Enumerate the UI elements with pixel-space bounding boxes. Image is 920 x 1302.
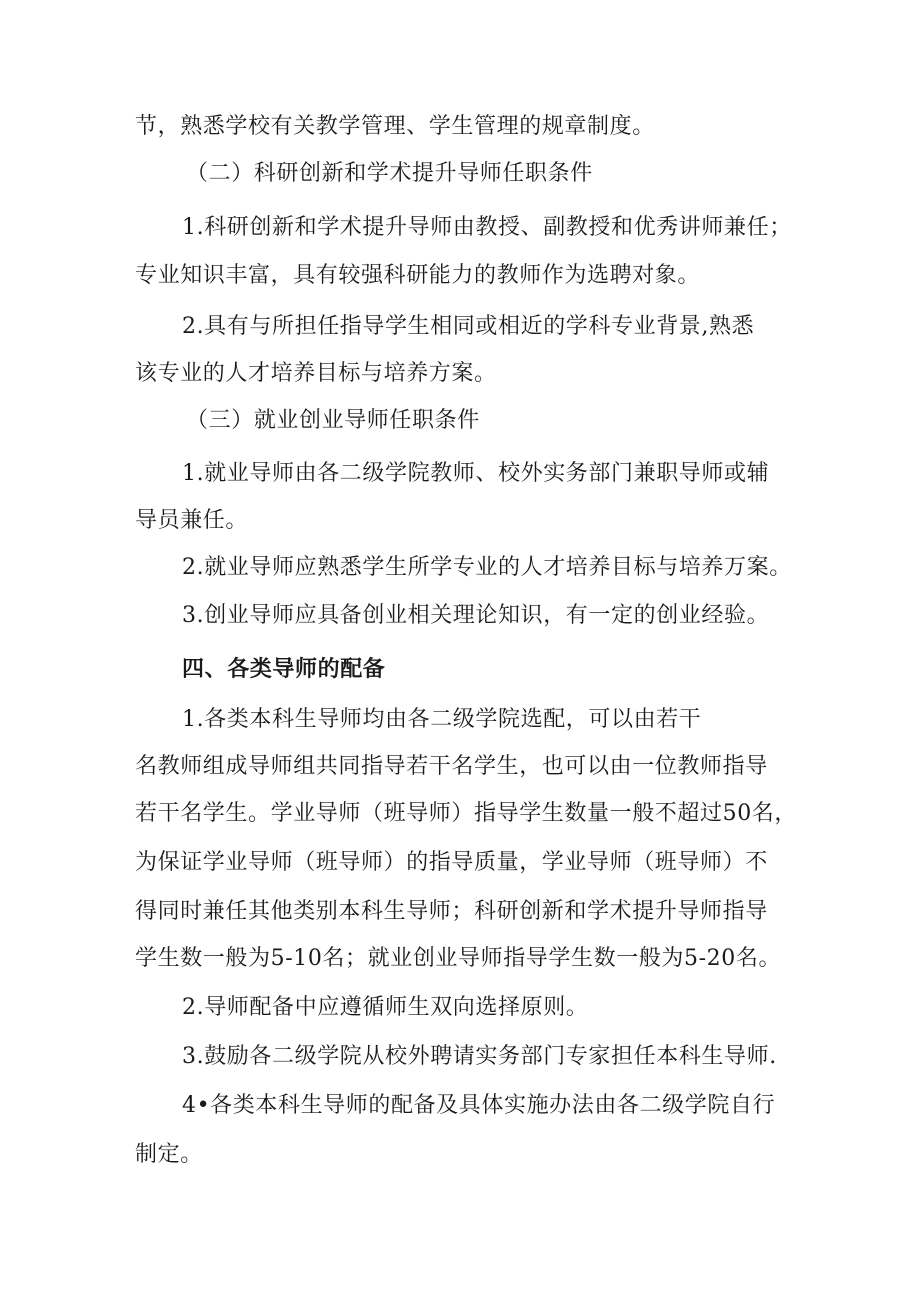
text-line: 1.科研创新和学术提升导师由教授、副教授和优秀讲师兼任； [182, 215, 792, 240]
text-line: 2.具有与所担任指导学生相同或相近的学科专业背景,熟悉 [182, 314, 755, 339]
text-line: 得同时兼任其他类别本科生导师；科研创新和学术提升导师指导 [135, 899, 768, 924]
chapter-heading: 四、各类导师的配备 [182, 656, 386, 682]
text-line: 节，熟悉学校有关教学管理、学生管理的规章制度。 [135, 114, 655, 139]
text-line: 4•各类本科生导师的配备及具体实施办法由各二级学院自行 [182, 1093, 776, 1118]
text-line: 导员兼任。 [135, 508, 249, 533]
text-line: 专业知识丰富，具有较强科研能力的教师作为选聘对象。 [135, 263, 701, 288]
section-heading: （三）就业创业导师任职条件 [186, 408, 480, 433]
text-line: 1.就业导师由各二级学院教师、校外实务部门兼职导师或辅 [182, 461, 770, 486]
text-line: 名教师组成导师组共同指导若干名学生，也可以由一位教师指导 [135, 754, 768, 779]
text-line: 2.导师配备中应遵循师生双向选择原则。 [182, 995, 589, 1020]
text-line: 制定。 [135, 1142, 203, 1167]
text-line: 2.就业导师应熟悉学生所学专业的人才培养目标与培养万案。 [182, 555, 792, 580]
text-line: 3.鼓励各二级学院从校外聘请实务部门专家担任本科生导师. [182, 1044, 777, 1069]
text-line: 为保证学业导师（班导师）的指导质量，学业导师（班导师）不 [135, 850, 768, 875]
text-line: 3.创业导师应具备创业相关理论知识，有一定的创业经验。 [182, 603, 770, 628]
text-line: 学生数一般为5-10名；就业创业导师指导学生数一般为5-20名。 [135, 946, 782, 971]
text-line: 若干名学生。学业导师（班导师）指导学生数量一般不超过50名， [135, 801, 797, 826]
text-line: 1.各类本科生导师均由各二级学院选配，可以由若干 [182, 707, 702, 732]
section-heading: （二）科研创新和学术提升导师任职条件 [186, 161, 593, 186]
text-line: 该专业的人才培养目标与培养方案。 [135, 361, 497, 386]
